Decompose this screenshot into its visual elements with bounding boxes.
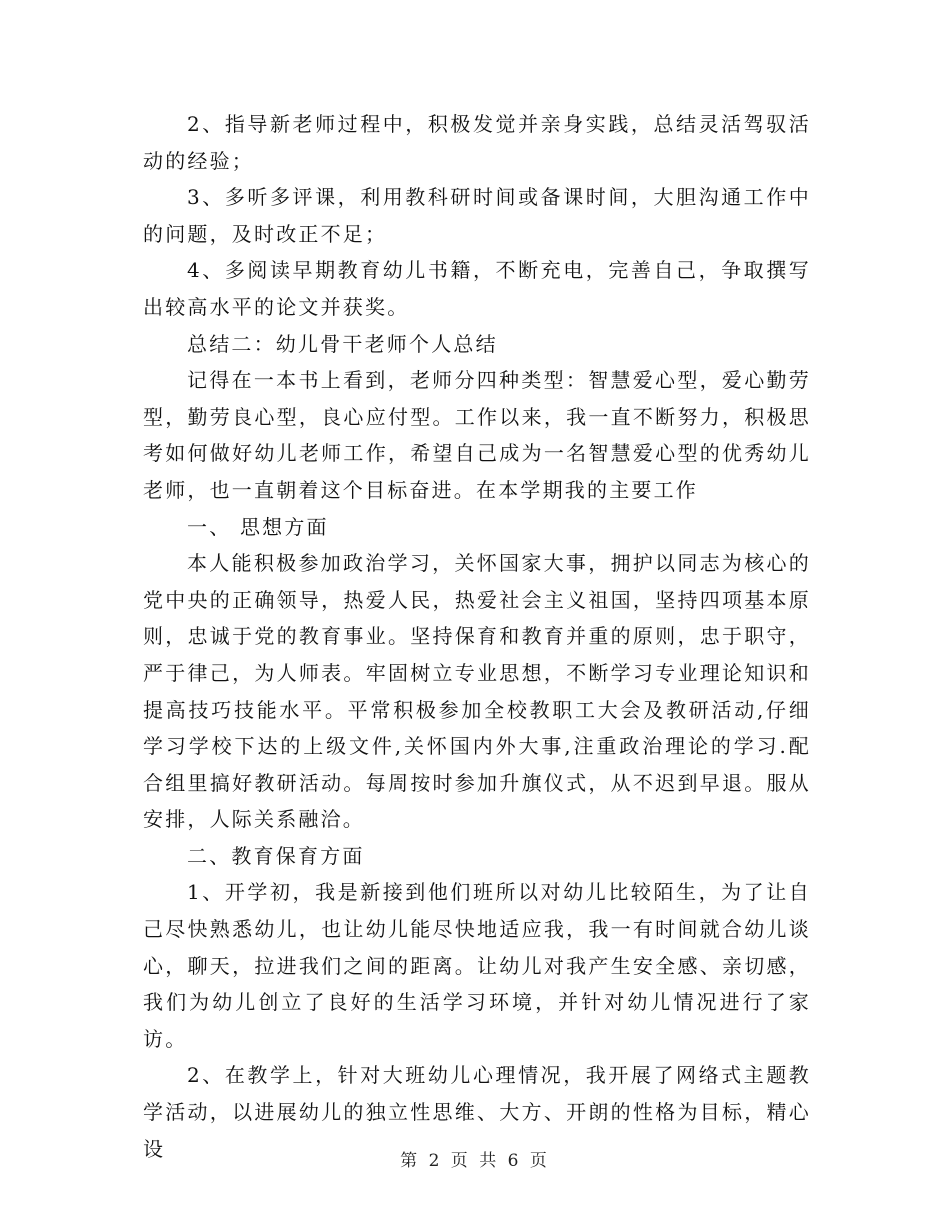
paragraph-education-2: 2、在教学上，针对大班幼儿心理情况，我开展了网络式主题教学活动，以进展幼儿的独立性思维、大方、开朗的性格为目标，精心设 bbox=[143, 1063, 811, 1161]
section-heading-education: 二、教育保育方面 bbox=[187, 843, 365, 868]
paragraph-item-4: 4、多阅读早期教育幼儿书籍，不断充电，完善自己，争取撰写出较高水平的论文并获奖。 bbox=[143, 258, 811, 319]
document-body bbox=[143, 106, 811, 1167]
section-title-summary-two: 总结二：幼儿骨干老师个人总结 bbox=[187, 331, 498, 356]
paragraph-item-3: 3、多听多评课，利用教科研时间或备课时间，大胆沟通工作中的问题，及时改正不足； bbox=[143, 185, 811, 246]
paragraph-item-2: 2、指导新老师过程中，积极发觉并亲身实践，总结灵活驾驭活动的经验； bbox=[143, 112, 811, 173]
paragraph-intro: 记得在一本书上看到，老师分四种类型：智慧爱心型，爱心勤劳型，勤劳良心型，良心应付型。工作以来，我一直不断努力，积极思考如何做好幼儿老师工作，希望自己成为一名智慧爱心型的优秀幼儿老师，也一直朝着这个目标奋进。在本学期我的主要工作 bbox=[143, 368, 811, 502]
page-footer: 第 2 页 共 6 页 bbox=[400, 1151, 550, 1171]
section-heading-thought: 一、 思想方面 bbox=[187, 514, 329, 539]
paragraph-education-1: 1、开学初，我是新接到他们班所以对幼儿比较陌生，为了让自己尽快熟悉幼儿，也让幼儿能尽快地适应我，我一有时间就合幼儿谈心，聊天，拉进我们之间的距离。让幼儿对我产生安全感、亲切感，我们为幼儿创立了良好的生活学习环境，并针对幼儿情况进行了家访。 bbox=[143, 880, 811, 1051]
paragraph-thought: 本人能积极参加政治学习，关怀国家大事，拥护以同志为核心的党中央的正确领导，热爱人民，热爱社会主义祖国，坚持四项基本原则，忠诚于党的教育事业。坚持保育和教育并重的原则，忠于职守，严于律己，为人师表。牢固树立专业思想，不断学习专业理论知识和提高技巧技能水平。平常积极参加全校教职工大会及教研活动,仔细学习学校下达的上级文件,关怀国内外大事,注重政治理论的学习.配合组里搞好教研活动。每周按时参加升旗仪式，从不迟到早退。服从安排，人际关系融洽。 bbox=[143, 551, 811, 832]
